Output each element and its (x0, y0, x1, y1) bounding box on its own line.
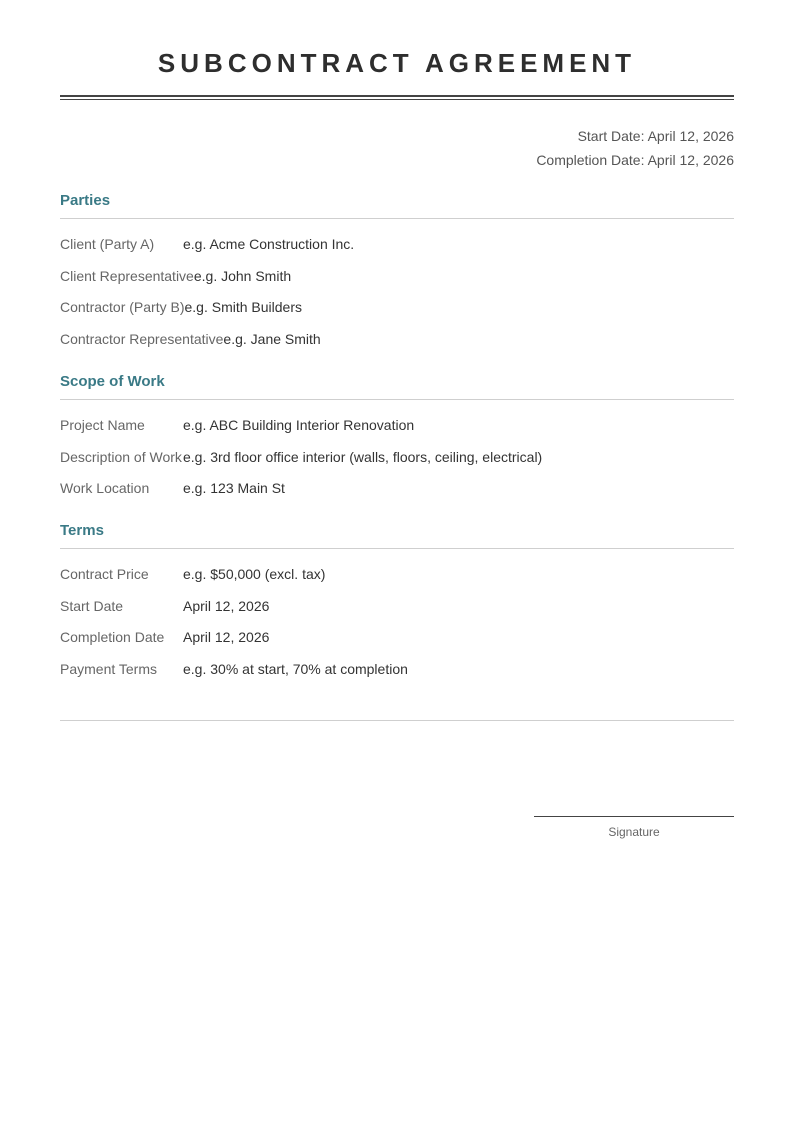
field-row-contract-price (60, 564, 734, 596)
field-row-work-location (60, 478, 734, 510)
document-title: SUBCONTRACT AGREEMENT (157, 48, 637, 78)
field-row-contractor (60, 297, 734, 329)
field-value-description-of-work[interactable]: e.g. 3rd floor office interior (walls, floors, ceiling, electrical) (183, 448, 543, 465)
signature-line[interactable] (534, 816, 734, 817)
field-label-contractor-representative: Contractor Representative (60, 330, 224, 347)
field-value-contract-price[interactable]: e.g. $50,000 (excl. tax) (183, 566, 326, 582)
field-row-project-name (60, 415, 734, 447)
field-row-payment-terms (60, 659, 734, 691)
field-label-client-representative: Client Representative (60, 267, 194, 284)
field-value-payment-terms[interactable]: e.g. 30% at start, 70% at completion (183, 660, 408, 677)
terms-heading: Terms (60, 521, 734, 549)
header-dates (536, 124, 734, 172)
field-row-start-date (60, 596, 734, 628)
field-value-project-name[interactable]: e.g. ABC Building Interior Renovation (183, 417, 415, 433)
terms-section (60, 521, 734, 690)
field-label-completion-date: Completion Date (60, 629, 165, 645)
field-value-client-representative[interactable]: e.g. John Smith (193, 267, 292, 284)
parties-section (60, 191, 734, 360)
field-label-description-of-work: Description of Work (60, 448, 182, 465)
field-label-contractor: Contractor (Party B) (60, 299, 185, 315)
field-label-work-location: Work Location (60, 480, 150, 496)
field-value-contractor-representative[interactable]: e.g. Jane Smith (223, 330, 321, 347)
field-label-start-date: Start Date (60, 597, 124, 614)
field-value-contractor[interactable]: e.g. Smith Builders (184, 299, 302, 315)
field-label-payment-terms: Payment Terms (60, 660, 157, 677)
field-row-client-representative (60, 266, 734, 298)
field-label-client: Client (Party A) (60, 236, 155, 252)
field-value-start-date[interactable]: April 12, 2026 (183, 597, 270, 614)
field-row-contractor-representative (60, 329, 734, 361)
parties-heading: Parties (60, 191, 734, 219)
field-row-completion-date (60, 627, 734, 659)
title-divider (60, 95, 734, 100)
field-label-contract-price: Contract Price (60, 566, 149, 582)
parties-fields (60, 234, 734, 360)
bottom-divider (60, 720, 734, 721)
field-value-client[interactable]: e.g. Acme Construction Inc. (183, 236, 355, 252)
field-row-client (60, 234, 734, 266)
field-value-work-location[interactable]: e.g. 123 Main St (183, 480, 285, 496)
scope-heading: Scope of Work (60, 372, 734, 400)
signature-label: Signature (608, 825, 660, 839)
terms-fields (60, 564, 734, 690)
signature-block (534, 816, 734, 840)
field-value-completion-date[interactable]: April 12, 2026 (183, 629, 270, 645)
scope-section (60, 372, 734, 510)
header-completion-date: Completion Date: April 12, 2026 (536, 152, 734, 168)
field-label-project-name: Project Name (60, 417, 145, 433)
header-start-date: Start Date: April 12, 2026 (577, 128, 734, 144)
scope-fields (60, 415, 734, 510)
field-row-description-of-work (60, 447, 734, 479)
